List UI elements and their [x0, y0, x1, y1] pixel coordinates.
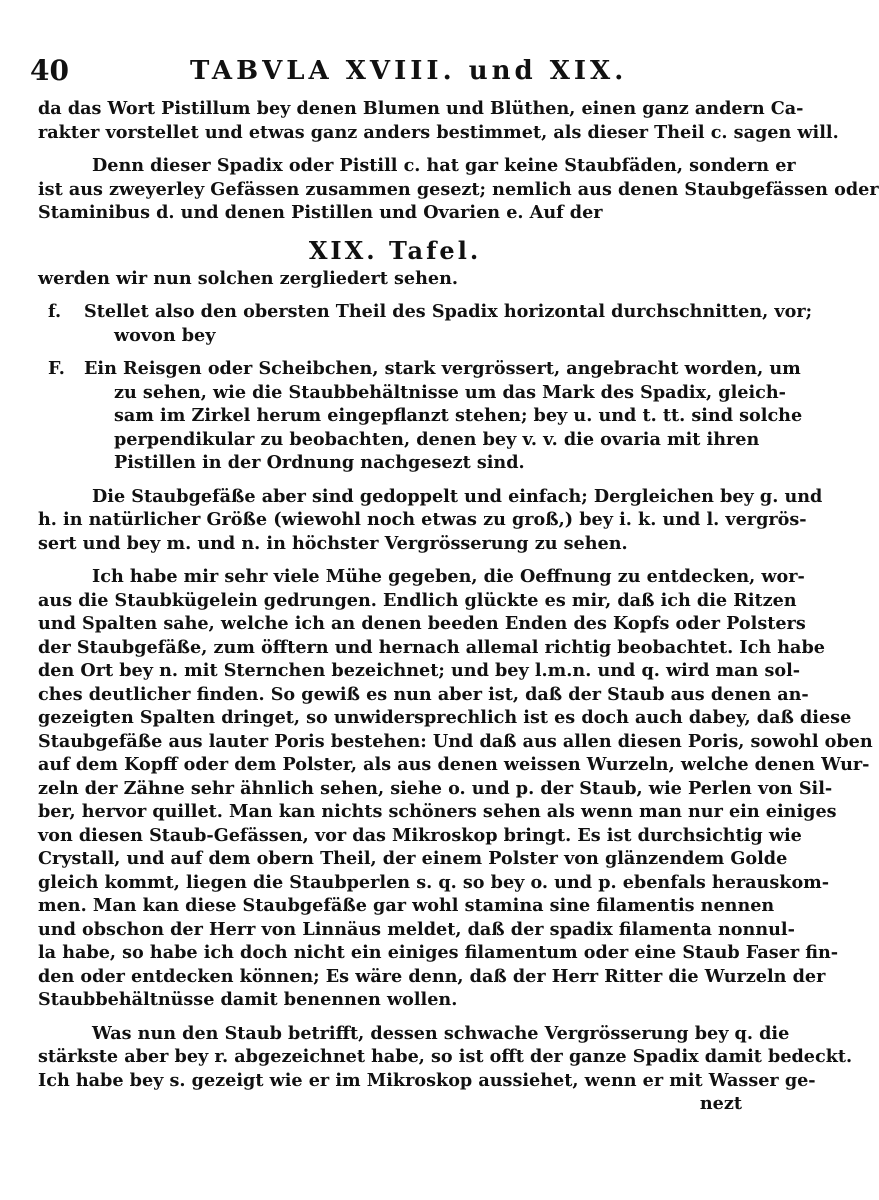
- text-line: Staminibus d. und denen Pistillen und Ovarien e. Auf der: [38, 202, 603, 223]
- text-line: den oder entdecken können; Es wäre denn, daß der Herr Ritter die Wurzeln der: [38, 965, 826, 987]
- text-line: werden wir nun solchen zergliedert sehen.: [38, 267, 459, 289]
- text-line: zu sehen, wie die Staubbehältnisse um das Mark des Spadix, gleich-: [114, 381, 786, 403]
- text-line: und obschon der Herr von Linnäus meldet, daß der spadix filamenta nonnul-: [38, 918, 795, 940]
- text-line: auf dem Kopff oder dem Polster, als aus denen weissen Wurzeln, welche denen Wur-: [38, 754, 870, 775]
- text-line: stärkste aber bey r. abgezeichnet habe, so ist offt der ganze Spadix damit bedeckt.: [38, 1046, 853, 1067]
- text-line: und Spalten sahe, welche ich an denen beeden Enden des Kopfs oder Polsters: [38, 613, 806, 634]
- text-line: Stellet also den obersten Theil des Spadix horizontal durchschnitten, vor;: [84, 301, 813, 322]
- text-line: Pistillen in der Ordnung nachgesezt sind.: [114, 452, 525, 473]
- item-label: F.: [48, 358, 65, 379]
- paragraph-2: [38, 154, 879, 225]
- text-line: rakter vorstellet und etwas ganz anders bestimmet, als dieser Theil c. sagen will.: [38, 121, 839, 143]
- text-line: aus die Staubkügelein gedrungen. Endlich glückte es mir, daß ich die Ritzen: [38, 589, 797, 611]
- text-line: gleich kommt, liegen die Staubperlen s. q. so bey o. und p. ebenfals herauskom-: [38, 871, 830, 893]
- text-line: gezeigten Spalten dringet, so unwidersprechlich ist es doch auch dabey, daß diese: [38, 707, 852, 728]
- text-line: sert und bey m. und n. in höchster Vergrösserung zu sehen.: [38, 532, 628, 554]
- paragraph-6: [38, 1022, 853, 1093]
- text-line: da das Wort Pistillum bey denen Blumen und Blüthen, einen ganz andern Ca-: [38, 98, 804, 119]
- paragraph-3: [38, 267, 752, 291]
- text-line: der Staubgefäße, zum öfftern und hernach allemal richtig beobachtet. Ich habe: [38, 636, 825, 658]
- text-line: Was nun den Staub betrifft, dessen schwache Vergrösserung bey q. die: [92, 1022, 790, 1044]
- text-line: perpendikular zu beobachten, denen bey v. v. die ovaria mit ihren: [114, 428, 760, 450]
- page-number: 40: [30, 54, 69, 87]
- text-line: Ein Reisgen oder Scheibchen, stark vergrössert, angebracht worden, um: [84, 358, 801, 379]
- text-line: zeln der Zähne sehr ähnlich sehen, siehe o. und p. der Staub, wie Perlen von Sil-: [38, 777, 833, 799]
- text-line: men. Man kan diese Staubgefäße gar wohl stamina sine filamentis nennen: [38, 895, 775, 916]
- text-line: wovon bey: [114, 324, 216, 346]
- running-title: TABVLA XVIII. und XIX.: [190, 56, 628, 86]
- figure-item-f: [38, 300, 813, 347]
- page-header: [30, 50, 760, 94]
- text-line: Ich habe mir sehr viele Mühe gegeben, die Oeffnung zu entdecken, wor-: [92, 566, 805, 587]
- paragraph-1: [38, 97, 839, 144]
- text-line: ber, hervor quillet. Man kan nichts schöners sehen als wenn man nur ein einiges: [38, 801, 837, 822]
- figure-item-F: [38, 357, 803, 475]
- body-text: [38, 97, 879, 1116]
- text-line: Die Staubgefäße aber sind gedoppelt und einfach; Dergleichen bey g. und: [92, 485, 823, 507]
- text-line: Staubbehältnüsse damit benennen wollen.: [38, 989, 458, 1010]
- text-line: la habe, so habe ich doch nicht ein einiges filamentum oder eine Staub Faser fin-: [38, 942, 839, 963]
- paragraph-4: [38, 485, 823, 556]
- text-line: von diesen Staub-Gefässen, vor das Mikroskop bringt. Es ist durchsichtig wie: [38, 824, 802, 846]
- text-line: Crystall, und auf dem obern Theil, der einem Polster von glänzendem Golde: [38, 848, 788, 869]
- paragraph-5: [38, 565, 873, 1012]
- section-heading: XIX. Tafel.: [308, 235, 482, 265]
- item-label: f.: [48, 301, 62, 322]
- text-line: ist aus zweyerley Gefässen zusammen gesezt; nemlich aus denen Staubgefässen oder: [38, 178, 879, 200]
- text-line: sam im Zirkel herum eingepflanzt stehen; bey u. und t. tt. sind solche: [114, 405, 803, 426]
- text-line: Staubgefäße aus lauter Poris bestehen: Und daß aus allen diesen Poris, sowohl oben: [38, 730, 873, 752]
- text-line: den Ort bey n. mit Sternchen bezeichnet; und bey l.m.n. und q. wird man sol-: [38, 660, 801, 681]
- text-line: ches deutlicher finden. So gewiß es nun aber ist, daß der Staub aus denen an-: [38, 683, 809, 705]
- text-line: Ich habe bey s. gezeigt wie er im Mikroskop aussiehet, wenn er mit Wasser ge-: [38, 1069, 816, 1091]
- text-line: Denn dieser Spadix oder Pistill c. hat gar keine Staubfäden, sondern er: [92, 155, 796, 176]
- text-line: h. in natürlicher Größe (wiewohl noch etwas zu groß,) bey i. k. und l. vergrös-: [38, 509, 807, 530]
- catchword: nezt: [699, 1093, 742, 1114]
